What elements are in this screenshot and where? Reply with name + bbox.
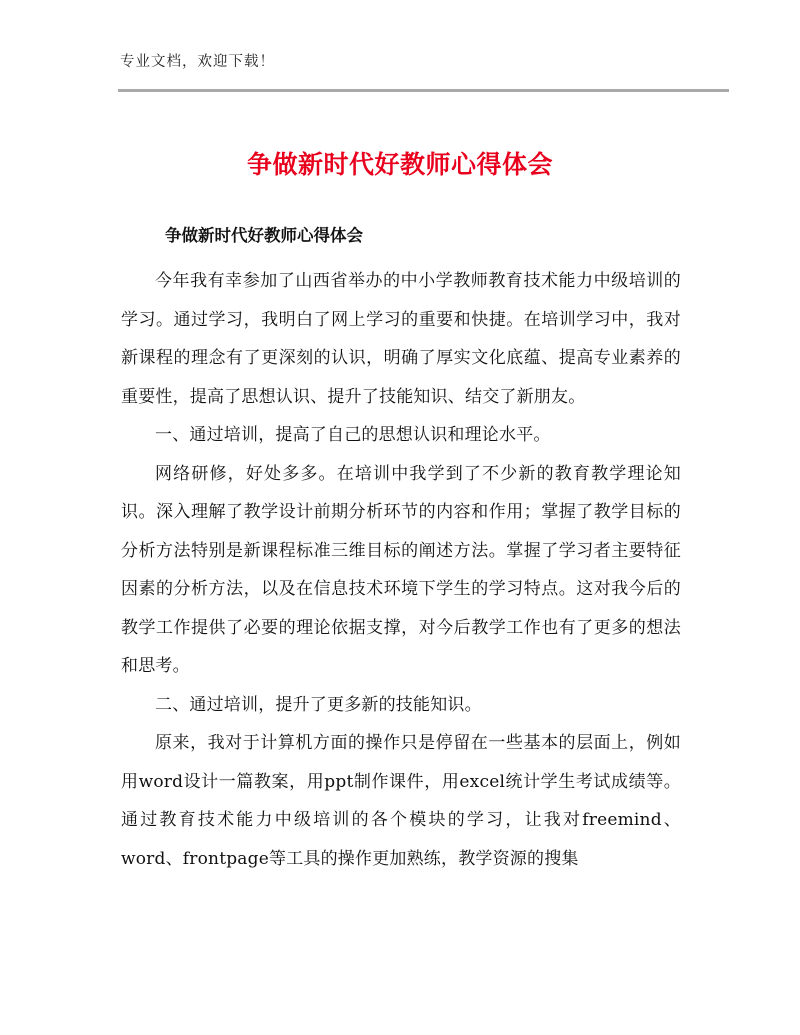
header-divider (118, 89, 729, 92)
document-body (121, 262, 681, 878)
document-title: 争做新时代好教师心得体会 (246, 150, 553, 179)
paragraph-section-2: 原来，我对于计算机方面的操作只是停留在一些基本的层面上，例如用word设计一篇教案，用ppt制作课件，用excel统计学生考试成绩等。通过教育技术能力中级培训的各个模块的学习，让我对freemind、word、frontpage等工具的操作更加熟练，教学资源的搜集 (121, 733, 681, 869)
section-heading-2: 二、通过培训，提升了更多新的技能知识。 (155, 694, 482, 715)
section-heading-1: 一、通过培训，提高了自己的思想认识和理论水平。 (155, 425, 551, 445)
page-header-text: 专业文档，欢迎下载！ (120, 54, 275, 70)
document-subtitle: 争做新时代好教师心得体会 (165, 226, 363, 245)
paragraph-intro: 今年我有幸参加了山西省举办的中小学教师教育技术能力中级培训的学习。通过学习，我明白了网上学习的重要和快捷。在培训学习中，我对新课程的理念有了更深刻的认识，明确了厚实文化底蕴、提高专业素养的重要性，提高了思想认识、提升了技能知识、结交了新朋友。 (121, 271, 681, 407)
paragraph-section-1: 网络研修，好处多多。在培训中我学到了不少新的教育教学理论知识。深入理解了教学设计前期分析环节的内容和作用；掌握了教学目标的分析方法特别是新课程标准三维目标的阐述方法。掌握了学习者主要特征因素的分析方法，以及在信息技术环境下学生的学习特点。这对我今后的教学工作提供了必要的理论依据支撑，对今后教学工作也有了更多的想法和思考。 (121, 463, 681, 676)
